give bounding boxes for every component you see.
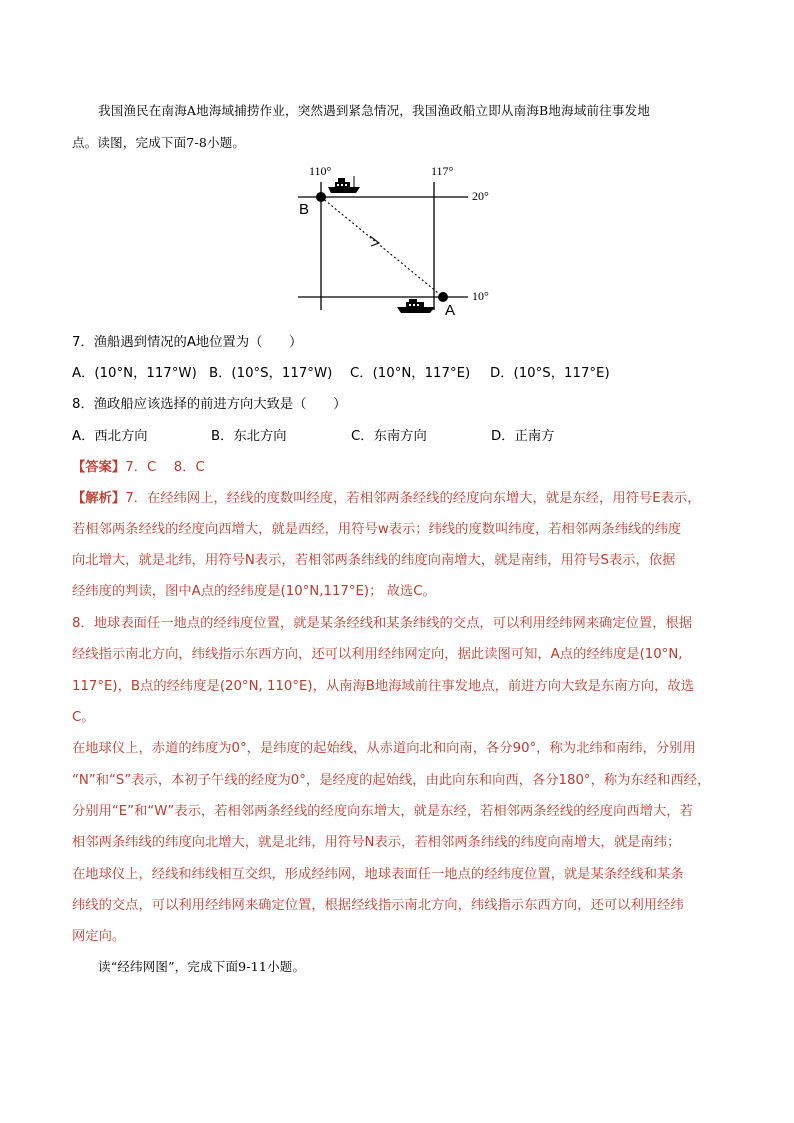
analysis-line-6: 经线指示南北方向，纬线指示东西方向，还可以利用经纬网定向，据此读图可知，A点的经纬度是(10°N,	[72, 647, 683, 662]
q8-option-a: A．西北方向	[72, 429, 148, 444]
q8-option-d: D．正南方	[491, 429, 555, 444]
next-intro-line: 读“经纬网图”，完成下面9-11小题。	[98, 959, 306, 974]
analysis-line-5: 8．地球表面任一地点的经纬度位置，就是某条经线和某条纬线的交点，可以利用经纬网来确定位置，根据	[72, 616, 693, 631]
fishing-boat-icon	[397, 299, 435, 313]
analysis-line-3: 向北增大，就是北纬，用符号N表示，若相邻两条纬线的纬度向南增大，就是南纬，用符号S表示，依据	[72, 553, 676, 568]
q8-stem: 8．渔政船应该选择的前进方向大致是（ ）	[72, 397, 347, 412]
label-lat-10: 10°	[472, 289, 489, 303]
label-point-b: B	[299, 201, 310, 218]
answer-text: 7．C 8．C	[125, 460, 205, 475]
intro-line-2: 点。读图，完成下面7-8小题。	[72, 135, 246, 150]
label-lon-117: 117°	[431, 164, 454, 178]
analysis-line-8: C。	[72, 710, 95, 725]
analysis-line-9: 在地球仪上，赤道的纬度为0°，是纬度的起始线，从赤道向北和向南，各分90°，称为北纬和南纬，分别用	[72, 741, 696, 756]
route-dotted-line	[321, 197, 443, 297]
lat-long-figure	[0, 0, 794, 340]
analysis-line-1: 【解析】7．在经纬网上，经线的度数叫经度，若相邻两条经线的经度向东增大，就是东经，用符号E表示，	[72, 491, 701, 506]
answer-line	[72, 456, 205, 475]
q7-option-c: C．(10°N，117°E)	[350, 366, 471, 381]
analysis-line-4: 经纬度的判读，图中A点的经纬度是(10°N,117°E)； 故选C。	[72, 584, 436, 599]
q7-option-d: D．(10°S，117°E)	[490, 366, 610, 381]
label-point-a: A	[445, 302, 456, 319]
analysis-line-13: 在地球仪上，经线和纬线相互交织，形成经纬网，地球表面任一地点的经纬度位置，就是某条经线和某条	[72, 867, 684, 882]
analysis-tag: 【解析】	[72, 491, 126, 506]
q8-option-b: B．东北方向	[211, 429, 287, 444]
label-lat-20: 20°	[472, 189, 489, 203]
q8-option-c: C．东南方向	[351, 429, 427, 444]
analysis-line-11: 分别用“E”和“W”表示，若相邻两条经线的经度向东增大，就是东经，若相邻两条经线的经度向西增大，若	[72, 804, 693, 819]
point-a-dot	[438, 292, 448, 302]
analysis-line-14: 纬线的交点，可以利用经纬网来确定位置，根据经线指示南北方向，纬线指示东西方向，还可以利用经纬	[72, 898, 684, 913]
analysis-line-10: “N”和“S”表示，本初子午线的经度为0°，是经度的起始线，由此向东和向西，各分180°，称为东经和西经，	[72, 773, 711, 788]
analysis-line-12: 相邻两条纬线的纬度向北增大，就是北纬，用符号N表示，若相邻两条纬线的纬度向南增大，就是南纬；	[72, 835, 681, 850]
q7-option-b: B．(10°S，117°W)	[209, 366, 333, 381]
label-lon-110: 110°	[309, 164, 332, 178]
q7-stem: 7．渔船遇到情况的A地位置为（ ）	[72, 335, 303, 350]
analysis-line-15: 网定向。	[72, 929, 126, 944]
analysis-line-7: 117°E)，B点的经纬度是(20°N, 110°E)，从南海B地海域前往事发地点，前进方向大致是东南方向，故选	[72, 679, 695, 694]
patrol-ship-icon	[328, 176, 360, 193]
analysis-line-2: 若相邻两条经线的经度向西增大，就是西经，用符号w表示；纬线的度数叫纬度，若相邻两条纬线的纬度	[72, 522, 682, 537]
point-b-dot	[316, 192, 326, 202]
answer-tag: 【答案】	[72, 460, 126, 475]
intro-line-1: 我国渔民在南海A地海域捕捞作业，突然遇到紧急情况，我国渔政船立即从南海B地海域前往事发地	[98, 103, 651, 118]
q7-option-a: A．(10°N，117°W)	[72, 366, 197, 381]
